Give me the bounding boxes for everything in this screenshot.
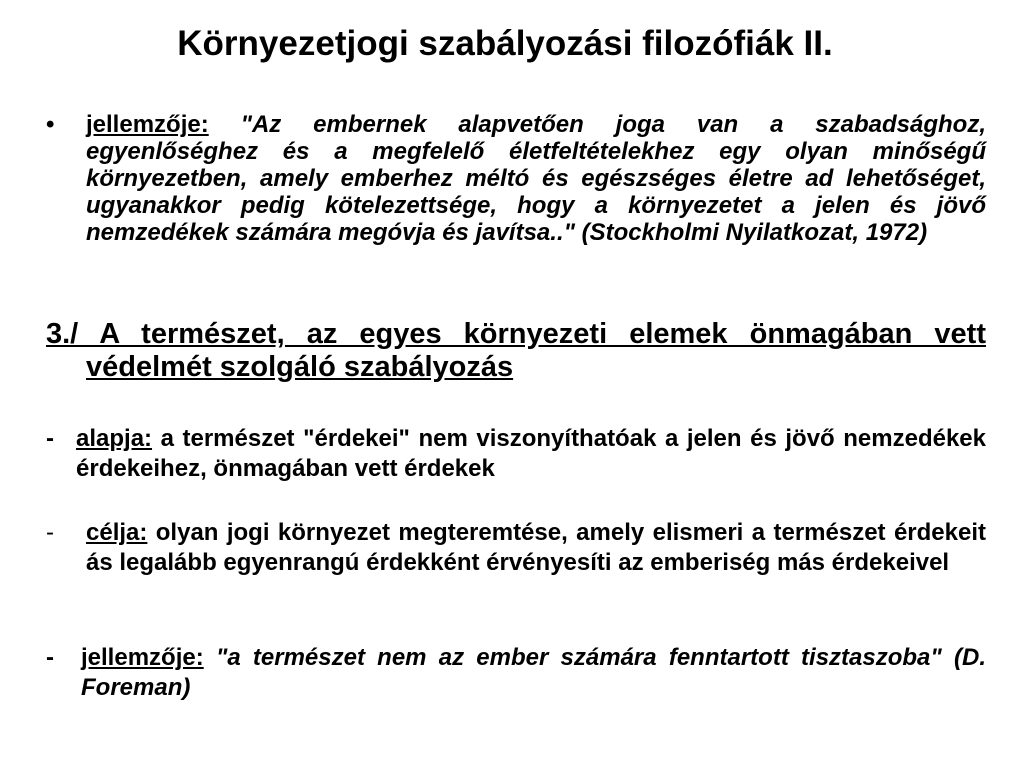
bullet-jellemzoje-stockholm <box>46 111 986 246</box>
bullet-content <box>81 643 986 703</box>
bullet-label: jellemzője: <box>86 111 209 138</box>
section-heading-3 <box>46 318 986 384</box>
bullet-marker: • <box>46 111 55 138</box>
bullet-row <box>46 643 986 703</box>
bullet-celja <box>46 518 986 578</box>
bullet-row <box>46 111 986 246</box>
bullet-row <box>46 518 986 578</box>
bullet-content <box>86 518 986 578</box>
bullet-text: a természet "érdekei" nem viszonyíthatóak a jelen és jövő nemzedékek érdekeihez, önmagában vett érdekek <box>76 425 986 482</box>
bullet-text: "a természet nem az ember számára fenntartott tisztaszoba" (D. Foreman) <box>81 644 986 701</box>
bullet-row <box>46 424 986 484</box>
dash-marker: - <box>46 519 54 546</box>
bullet-label: jellemzője: <box>81 644 204 671</box>
dash-marker: - <box>46 644 54 671</box>
bullet-content <box>76 424 986 484</box>
bullet-alapja <box>46 424 986 484</box>
bullet-jellemzoje-foreman <box>46 643 986 703</box>
dash-marker: - <box>46 425 54 452</box>
bullet-text: "Az embernek alapvetően joga van a szabadsághoz, egyenlőséghez és a megfelelő életfeltételekhez egy olyan minőségű környezetben, amely emberhez méltó és egészséges életre ad lehetőséget, ugyanakkor pedig kötelezettsége, hogy a környezetet a jelen és jövő nemzedékek számára megóvja és javítsa.." (Stockholmi Nyilatkozat, 1972) <box>86 111 986 246</box>
bullet-text: olyan jogi környezet megteremtése, amely elismeri a természet érdekeit ás legalább egyenrangú érdekként érvényesíti az emberiség más érdekeivel <box>86 519 986 576</box>
heading-row <box>46 318 986 384</box>
bullet-label: alapja: <box>76 425 153 452</box>
bullet-label: célja: <box>86 519 148 546</box>
page-title: Környezetjogi szabályozási filozófiák II. <box>177 24 833 63</box>
section-heading: 3./ A természet, az egyes környezeti elemek önmagában vett védelmét szolgáló szabályozás <box>46 318 986 383</box>
bullet-content <box>86 111 986 246</box>
